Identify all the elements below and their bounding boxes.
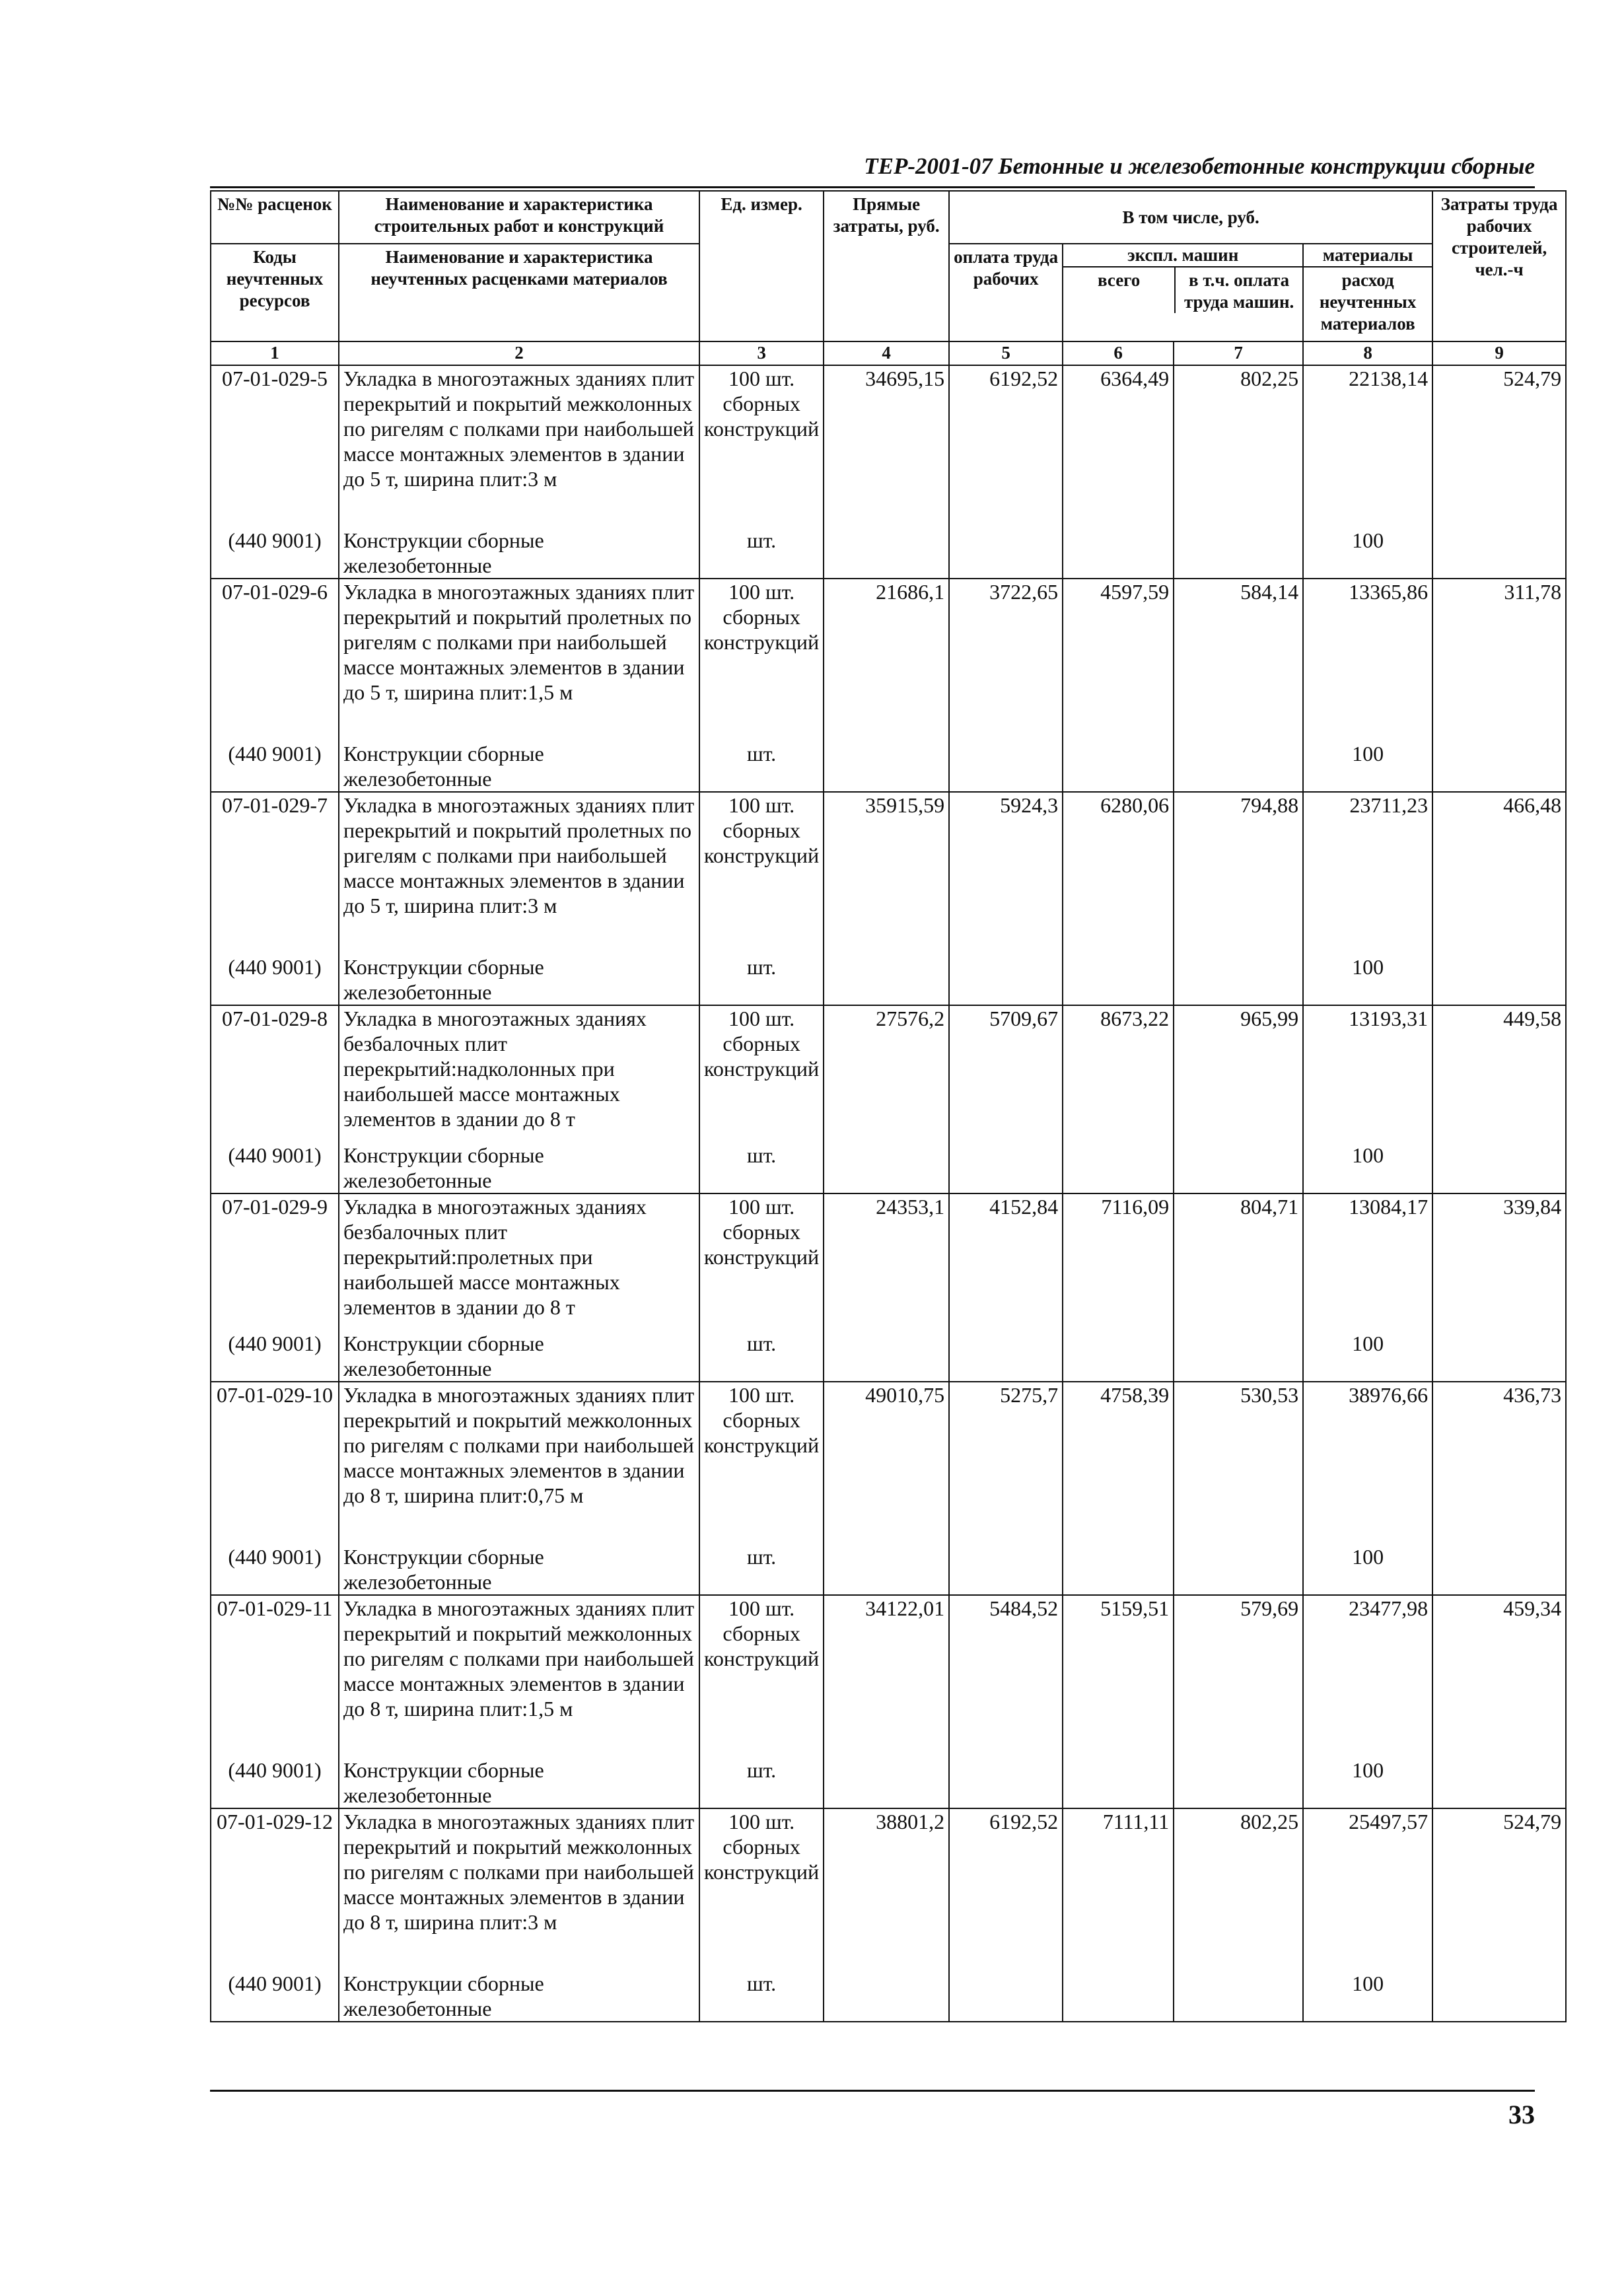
empty-cell bbox=[1174, 1971, 1303, 2022]
machines-total: 6364,49 bbox=[1063, 365, 1174, 528]
resource-description: Конструкции сборные железобетонные bbox=[339, 741, 699, 792]
resource-description: Конструкции сборные железобетонные bbox=[339, 954, 699, 1005]
rate-unit: 100 шт. сборных конструкций bbox=[699, 579, 824, 741]
resource-row bbox=[211, 1143, 1566, 1193]
rate-unit: 100 шт. сборных конструкций bbox=[699, 365, 824, 528]
labor-hours: 459,34 bbox=[1432, 1595, 1566, 1758]
empty-cell bbox=[824, 1544, 949, 1595]
rate-description: Укладка в многоэтажных зданиях безбалочных плит перекрытий:пролетных при наибольшей массе монтажных элементов в здании до 8 т bbox=[339, 1193, 699, 1331]
col-header-material-consumption: расход неучтенных материалов bbox=[1319, 270, 1417, 334]
labor-hours: 524,79 bbox=[1432, 365, 1566, 528]
rate-unit: 100 шт. сборных конструкций bbox=[699, 1005, 824, 1143]
col-header-machines-total: всего bbox=[1063, 267, 1176, 313]
resource-quantity: 100 bbox=[1303, 741, 1432, 792]
empty-cell bbox=[949, 1331, 1063, 1382]
rate-row bbox=[211, 365, 1566, 528]
resource-quantity: 100 bbox=[1303, 1758, 1432, 1808]
empty-cell bbox=[1432, 1331, 1566, 1382]
labor-hours: 524,79 bbox=[1432, 1808, 1566, 1971]
resource-quantity: 100 bbox=[1303, 1544, 1432, 1595]
labor-pay: 5275,7 bbox=[949, 1382, 1063, 1544]
resource-unit: шт. bbox=[699, 1331, 824, 1382]
rate-unit: 100 шт. сборных конструкций bbox=[699, 1382, 824, 1544]
machines-total: 4758,39 bbox=[1063, 1382, 1174, 1544]
materials-cost: 38976,66 bbox=[1303, 1382, 1432, 1544]
rate-row bbox=[211, 1193, 1566, 1331]
labor-pay: 6192,52 bbox=[949, 1808, 1063, 1971]
resource-description: Конструкции сборные железобетонные bbox=[339, 1971, 699, 2022]
col-header-materials bbox=[1303, 244, 1432, 341]
col-number-9: 9 bbox=[1432, 341, 1566, 365]
rate-row bbox=[211, 1808, 1566, 1971]
materials-cost: 22138,14 bbox=[1303, 365, 1432, 528]
rate-unit: 100 шт. сборных конструкций bbox=[699, 792, 824, 954]
col-number-5: 5 bbox=[949, 341, 1063, 365]
empty-cell bbox=[1432, 1544, 1566, 1595]
labor-hours: 436,73 bbox=[1432, 1382, 1566, 1544]
labor-hours: 311,78 bbox=[1432, 579, 1566, 741]
empty-cell bbox=[1432, 954, 1566, 1005]
page-number: 33 bbox=[1508, 2100, 1535, 2129]
resource-description: Конструкции сборные железобетонные bbox=[339, 1544, 699, 1595]
empty-cell bbox=[1174, 1331, 1303, 1382]
empty-cell bbox=[824, 954, 949, 1005]
resource-quantity: 100 bbox=[1303, 1331, 1432, 1382]
empty-cell bbox=[1432, 741, 1566, 792]
empty-cell bbox=[824, 1143, 949, 1193]
machine-labor-pay: 802,25 bbox=[1174, 365, 1303, 528]
resource-code: (440 9001) bbox=[211, 954, 339, 1005]
empty-cell bbox=[1174, 1758, 1303, 1808]
machines-total: 4597,59 bbox=[1063, 579, 1174, 741]
labor-pay: 5484,52 bbox=[949, 1595, 1063, 1758]
resource-code: (440 9001) bbox=[211, 1758, 339, 1808]
rate-code: 07-01-029-12 bbox=[211, 1808, 339, 1971]
col-number-3: 3 bbox=[699, 341, 824, 365]
labor-hours: 466,48 bbox=[1432, 792, 1566, 954]
empty-cell bbox=[1063, 954, 1174, 1005]
col-header-material-name: Наименование и характеристика неучтенных расценками материалов bbox=[339, 244, 699, 341]
materials-cost: 13084,17 bbox=[1303, 1193, 1432, 1331]
empty-cell bbox=[949, 1971, 1063, 2022]
empty-cell bbox=[949, 1758, 1063, 1808]
col-header-direct-costs: Прямые затраты, руб. bbox=[824, 191, 949, 341]
rate-row bbox=[211, 1005, 1566, 1143]
rate-row bbox=[211, 1382, 1566, 1544]
resource-code: (440 9001) bbox=[211, 528, 339, 579]
resource-quantity: 100 bbox=[1303, 1971, 1432, 2022]
empty-cell bbox=[1063, 1971, 1174, 2022]
empty-cell bbox=[1174, 1544, 1303, 1595]
resource-row bbox=[211, 1544, 1566, 1595]
empty-cell bbox=[1063, 741, 1174, 792]
machine-labor-pay: 804,71 bbox=[1174, 1193, 1303, 1331]
empty-cell bbox=[1432, 1971, 1566, 2022]
col-header-work-name: Наименование и характеристика строительных работ и конструкций bbox=[339, 191, 699, 244]
direct-costs: 38801,2 bbox=[824, 1808, 949, 1971]
empty-cell bbox=[824, 1331, 949, 1382]
table-header bbox=[211, 191, 1566, 365]
materials-cost: 13365,86 bbox=[1303, 579, 1432, 741]
resource-row bbox=[211, 954, 1566, 1005]
rate-row bbox=[211, 579, 1566, 741]
materials-cost: 13193,31 bbox=[1303, 1005, 1432, 1143]
resource-row bbox=[211, 1758, 1566, 1808]
resource-code: (440 9001) bbox=[211, 1971, 339, 2022]
empty-cell bbox=[1174, 1143, 1303, 1193]
rate-description: Укладка в многоэтажных зданиях плит перекрытий и покрытий межколонных по ригелям с полками при наибольшей массе монтажных элементов в здании до 5 т, ширина плит:3 м bbox=[339, 365, 699, 528]
machine-labor-pay: 530,53 bbox=[1174, 1382, 1303, 1544]
empty-cell bbox=[1063, 1331, 1174, 1382]
empty-cell bbox=[824, 1971, 949, 2022]
resource-row bbox=[211, 528, 1566, 579]
rate-code: 07-01-029-11 bbox=[211, 1595, 339, 1758]
resource-description: Конструкции сборные железобетонные bbox=[339, 1143, 699, 1193]
direct-costs: 34695,15 bbox=[824, 365, 949, 528]
empty-cell bbox=[1174, 528, 1303, 579]
col-header-labor-hours: Затраты труда рабочих строителей, чел.-ч bbox=[1432, 191, 1566, 341]
empty-cell bbox=[824, 1758, 949, 1808]
resource-unit: шт. bbox=[699, 954, 824, 1005]
rate-description: Укладка в многоэтажных зданиях плит перекрытий и покрытий пролетных по ригелям с полками при наибольшей массе монтажных элементов в здании до 5 т, ширина плит:1,5 м bbox=[339, 579, 699, 741]
col-number-1: 1 bbox=[211, 341, 339, 365]
machine-labor-pay: 579,69 bbox=[1174, 1595, 1303, 1758]
machines-total: 6280,06 bbox=[1063, 792, 1174, 954]
machine-labor-pay: 802,25 bbox=[1174, 1808, 1303, 1971]
resource-row bbox=[211, 1331, 1566, 1382]
rate-unit: 100 шт. сборных конструкций bbox=[699, 1808, 824, 1971]
empty-cell bbox=[1063, 1544, 1174, 1595]
empty-cell bbox=[1174, 741, 1303, 792]
rate-code: 07-01-029-5 bbox=[211, 365, 339, 528]
labor-pay: 5709,67 bbox=[949, 1005, 1063, 1143]
col-header-machines-label: экспл. машин bbox=[1063, 244, 1302, 267]
resource-description: Конструкции сборные железобетонные bbox=[339, 1331, 699, 1382]
rate-description: Укладка в многоэтажных зданиях безбалочных плит перекрытий:надколонных при наибольшей массе монтажных элементов в здании до 8 т bbox=[339, 1005, 699, 1143]
machines-total: 8673,22 bbox=[1063, 1005, 1174, 1143]
empty-cell bbox=[1432, 1143, 1566, 1193]
direct-costs: 35915,59 bbox=[824, 792, 949, 954]
rates-table bbox=[210, 190, 1567, 2022]
materials-cost: 23711,23 bbox=[1303, 792, 1432, 954]
labor-pay: 6192,52 bbox=[949, 365, 1063, 528]
machine-labor-pay: 965,99 bbox=[1174, 1005, 1303, 1143]
col-header-resource-code: Коды неучтенных ресурсов bbox=[211, 244, 339, 341]
col-number-7: 7 bbox=[1174, 341, 1303, 365]
rate-code: 07-01-029-7 bbox=[211, 792, 339, 954]
col-header-rate-number: №№ расценок bbox=[211, 191, 339, 244]
machine-labor-pay: 794,88 bbox=[1174, 792, 1303, 954]
rate-description: Укладка в многоэтажных зданиях плит перекрытий и покрытий межколонных по ригелям с полками при наибольшей массе монтажных элементов в здании до 8 т, ширина плит:3 м bbox=[339, 1808, 699, 1971]
machines-total: 7116,09 bbox=[1063, 1193, 1174, 1331]
resource-unit: шт. bbox=[699, 741, 824, 792]
rate-description: Укладка в многоэтажных зданиях плит перекрытий и покрытий пролетных по ригелям с полками при наибольшей массе монтажных элементов в здании до 5 т, ширина плит:3 м bbox=[339, 792, 699, 954]
labor-pay: 5924,3 bbox=[949, 792, 1063, 954]
resource-unit: шт. bbox=[699, 1971, 824, 2022]
direct-costs: 49010,75 bbox=[824, 1382, 949, 1544]
direct-costs: 21686,1 bbox=[824, 579, 949, 741]
resource-code: (440 9001) bbox=[211, 1331, 339, 1382]
header-rule bbox=[210, 186, 1535, 188]
empty-cell bbox=[1432, 1758, 1566, 1808]
empty-cell bbox=[949, 741, 1063, 792]
rate-row bbox=[211, 1595, 1566, 1758]
resource-description: Конструкции сборные железобетонные bbox=[339, 1758, 699, 1808]
rate-description: Укладка в многоэтажных зданиях плит перекрытий и покрытий межколонных по ригелям с полками при наибольшей массе монтажных элементов в здании до 8 т, ширина плит:1,5 м bbox=[339, 1595, 699, 1758]
empty-cell bbox=[1063, 528, 1174, 579]
col-header-including-group: В том числе, руб. bbox=[949, 191, 1432, 244]
empty-cell bbox=[949, 954, 1063, 1005]
rate-unit: 100 шт. сборных конструкций bbox=[699, 1595, 824, 1758]
resource-code: (440 9001) bbox=[211, 1544, 339, 1595]
empty-cell bbox=[1063, 1143, 1174, 1193]
rate-unit: 100 шт. сборных конструкций bbox=[699, 1193, 824, 1331]
direct-costs: 34122,01 bbox=[824, 1595, 949, 1758]
col-number-2: 2 bbox=[339, 341, 699, 365]
col-header-unit: Ед. измер. bbox=[699, 191, 824, 341]
empty-cell bbox=[824, 741, 949, 792]
rate-description: Укладка в многоэтажных зданиях плит перекрытий и покрытий межколонных по ригелям с полками при наибольшей массе монтажных элементов в здании до 8 т, ширина плит:0,75 м bbox=[339, 1382, 699, 1544]
resource-unit: шт. bbox=[699, 1758, 824, 1808]
resource-code: (440 9001) bbox=[211, 741, 339, 792]
labor-hours: 339,84 bbox=[1432, 1193, 1566, 1331]
page-header-title: ТЕР-2001-07 Бетонные и железобетонные конструкции сборные bbox=[864, 153, 1535, 179]
resource-quantity: 100 bbox=[1303, 954, 1432, 1005]
machines-total: 7111,11 bbox=[1063, 1808, 1174, 1971]
resource-unit: шт. bbox=[699, 528, 824, 579]
machine-labor-pay: 584,14 bbox=[1174, 579, 1303, 741]
resource-unit: шт. bbox=[699, 1544, 824, 1595]
direct-costs: 27576,2 bbox=[824, 1005, 949, 1143]
resource-row bbox=[211, 1971, 1566, 2022]
rate-code: 07-01-029-9 bbox=[211, 1193, 339, 1331]
machines-total: 5159,51 bbox=[1063, 1595, 1174, 1758]
col-header-materials-label: материалы bbox=[1304, 244, 1432, 267]
labor-pay: 3722,65 bbox=[949, 579, 1063, 741]
empty-cell bbox=[824, 528, 949, 579]
empty-cell bbox=[1174, 954, 1303, 1005]
rate-code: 07-01-029-10 bbox=[211, 1382, 339, 1544]
resource-code: (440 9001) bbox=[211, 1143, 339, 1193]
empty-cell bbox=[949, 1143, 1063, 1193]
col-number-4: 4 bbox=[824, 341, 949, 365]
resource-description: Конструкции сборные железобетонные bbox=[339, 528, 699, 579]
resource-row bbox=[211, 741, 1566, 792]
rate-code: 07-01-029-8 bbox=[211, 1005, 339, 1143]
direct-costs: 24353,1 bbox=[824, 1193, 949, 1331]
rate-code: 07-01-029-6 bbox=[211, 579, 339, 741]
col-number-6: 6 bbox=[1063, 341, 1174, 365]
empty-cell bbox=[949, 1544, 1063, 1595]
col-number-8: 8 bbox=[1303, 341, 1432, 365]
resource-quantity: 100 bbox=[1303, 528, 1432, 579]
col-header-labor-pay: оплата труда рабочих bbox=[949, 244, 1063, 341]
materials-cost: 25497,57 bbox=[1303, 1808, 1432, 1971]
labor-pay: 4152,84 bbox=[949, 1193, 1063, 1331]
empty-cell bbox=[1432, 528, 1566, 579]
resource-quantity: 100 bbox=[1303, 1143, 1432, 1193]
table-body bbox=[211, 365, 1566, 2022]
col-header-machine-labor: в т.ч. оплата труда машин. bbox=[1183, 270, 1294, 312]
labor-hours: 449,58 bbox=[1432, 1005, 1566, 1143]
resource-unit: шт. bbox=[699, 1143, 824, 1193]
empty-cell bbox=[949, 528, 1063, 579]
col-header-machines bbox=[1063, 244, 1303, 341]
materials-cost: 23477,98 bbox=[1303, 1595, 1432, 1758]
empty-cell bbox=[1063, 1758, 1174, 1808]
footer-rule bbox=[210, 2090, 1535, 2092]
rate-row bbox=[211, 792, 1566, 954]
